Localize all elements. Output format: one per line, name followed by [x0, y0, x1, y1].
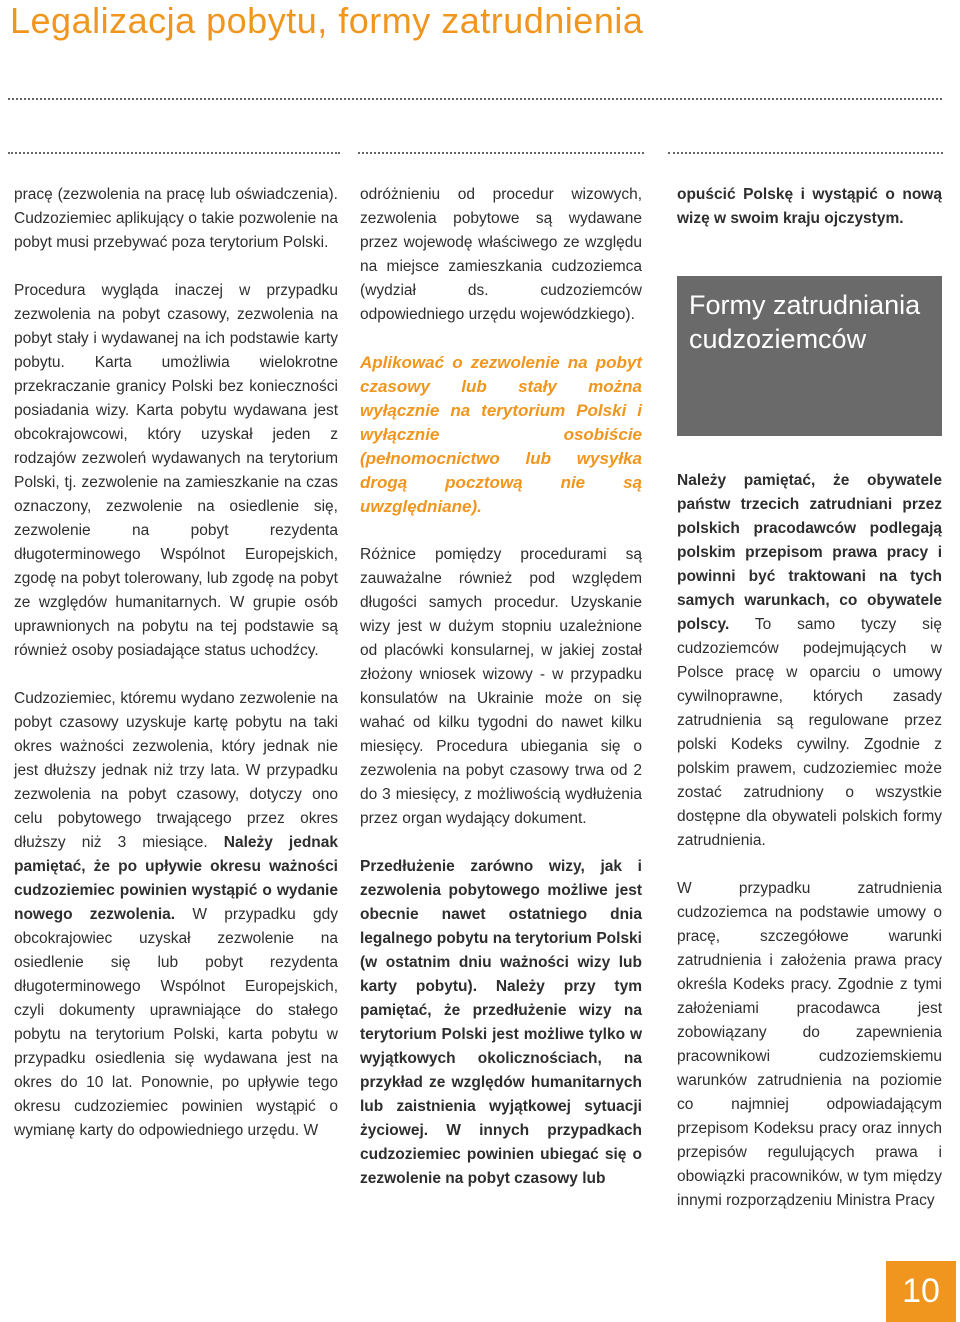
paragraph-emphasis: Przedłużenie zarówno wizy, jak i zezwolenia pobytowego możliwe jest obecnie nawet ostatniego dnia legalnego pobytu na terytorium Polski (w ostatnim dniu ważności wizy lub karty pobytu). Należy przy tym pamiętać, że przedłużenie wizy na terytorium Polski jest możliwe tylko w wyjątkowych okolicznościach, na przykład ze względów humanitarnych lub zaistnienia wyjątkowej sytuacji życiowej. W innych przypadkach cudzoziemiec powinien ubiegać się o zezwolenie na pobyt czasowy lub — [360, 858, 642, 1187]
paragraph-text: To samo tyczy się cudzoziemców podejmujących w Polsce pracę w oparciu o umowy cywilnoprawne, których zasady zatrudnienia są regulowane przez polski Kodeks cywilny. Zgodnie z polskim prawem, cudzoziemiec może zostać zatrudniony o wszystkie dostępne dla obywateli polskich formy zatrudnienia. — [677, 616, 942, 849]
paragraph-emphasis: Należy pamiętać, że obywatele państw trzecich zatrudniani przez polskich pracodawców podlegają polskim przepisom prawa pracy i powinni być traktowani na tych samych warunkach, co obywatele polscy. — [677, 472, 942, 633]
page-number: 10 — [902, 1272, 940, 1310]
paragraph — [14, 687, 338, 1143]
paragraph-emphasis: Należy jednak pamiętać, że po upływie okresu ważności cudzoziemiec powinien wystąpić o wydanie nowego zezwolenia. — [14, 834, 338, 923]
column-divider-2 — [358, 152, 644, 154]
column-divider-3 — [668, 152, 943, 154]
section-heading-box — [677, 276, 942, 436]
paragraph-text: Cudzoziemiec, któremu wydano zezwolenie na pobyt czasowy uzyskuje kartę pobytu na taki okres ważności zezwolenia, który jednak nie jest dłuższy jednak niż trzy lata. W przypadku zezwolenia na pobyt czasowy, dotyczy ono celu pobytowego trwającego przez okres dłuższy niż 3 miesiące. — [14, 690, 338, 851]
paragraph — [677, 469, 942, 853]
paragraph-emphasis: opuścić Polskę i wystąpić o nową wizę w swoim kraju ojczystym. — [677, 186, 942, 227]
paragraph: Procedura wygląda inaczej w przypadku zezwolenia na pobyt czasowy, zezwolenia na pobyt stały i wydawanej na ich podstawie karty pobytu. Karta umożliwia wielokrotne przekraczanie granicy Polski bez konieczności posiadania wizy. Karta pobytu wydawana jest obcokrajowcowi, który uzyskał jeden z rodzajów zezwoleń wydawanych na terytorium Polski, tj. zezwolenie na zamieszkanie na czas oznaczony, zezwolenie na osiedlenie się, zezwolenie na pobyt rezydenta długoterminowego Wspólnot Europejskich, zgodę na pobyt tolerowany, lub zgodę na pobyt ze względów humanitarnych. W grupie osób uprawnionych na pobytu na tej podstawie są również osoby posiadające status uchodźcy. — [14, 282, 338, 659]
paragraph-text: W przypadku gdy obcokrajowiec uzyskał zezwolenie na osiedlenie się lub pobyt rezydenta długoterminowego Wspólnot Europejskich, czyli dokumenty uprawniające do stałego pobytu na terytorium Polski, karta pobytu w przypadku osiedlenia się wydawana jest na okres do 10 lat. Ponownie, po upływie tego okresu cudzoziemiec powinien wystąpić o wymianę karty do odpowiedniego urzędu. W — [14, 906, 338, 1139]
page-title: Legalizacja pobytu, formy zatrudnienia — [10, 0, 644, 41]
paragraph: odróżnieniu od procedur wizowych, zezwolenia pobytowe są wydawane przez wojewodę właściwego ze względu na miejsce zamieszkania cudzoziemca (wydział ds. cudzoziemców odpowiedniego urzędu wojewódzkiego). — [360, 186, 642, 323]
highlight-note: Aplikować o zezwolenie na pobyt czasowy lub stały można wyłącznie na terytorium Polski i wyłącznie osobiście (pełnomocnictwo lub wysyłka drogą pocztową nie są uwzględniane). — [360, 353, 642, 516]
section-heading: Formy zatrudniania cudzoziemców — [689, 290, 921, 354]
paragraph: W przypadku zatrudnienia cudzoziemca na podstawie umowy o pracę, szczegółowe warunki zatrudnienia i założenia prawa pracy określa Kodeks pracy. Zgodnie z tymi założeniami pracodawca jest zobowiązany do zapewnienia pracownikowi cudzoziemskiemu warunków zatrudnienia na poziomie co najmniej odpowiadającym przepisom Kodeksu pracy oraz innych przepisów regulujących prawa i obowiązki pracowników, w tym między innymi rozporządzeniu Ministra Pracy — [677, 880, 942, 1209]
column-3 — [677, 183, 942, 255]
column-3-lower — [677, 469, 942, 1237]
column-2 — [360, 183, 642, 1215]
page-number-badge — [886, 1261, 956, 1322]
top-divider — [8, 98, 942, 100]
paragraph: Różnice pomiędzy procedurami są zauważalne również pod względem długości samych procedur. Uzyskanie wizy jest w dużym stopniu uzależnione od placówki konsularnej, w jakiej został złożony wniosek wizowy - w przypadku konsulatów na Ukrainie może on się wahać od kilku tygodni do nawet kilku miesięcy. Procedura ubiegania się o zezwolenia na pobyt czasowy trwa od 2 do 3 miesięcy, z możliwością wydłużenia przez organ wydający dokument. — [360, 546, 642, 827]
column-1 — [14, 183, 338, 1167]
column-divider-1 — [8, 152, 340, 154]
paragraph: pracę (zezwolenia na pracę lub oświadczenia). Cudzoziemiec aplikujący o takie pozwolenie na pobyt musi przebywać poza terytorium Polski. — [14, 186, 338, 251]
